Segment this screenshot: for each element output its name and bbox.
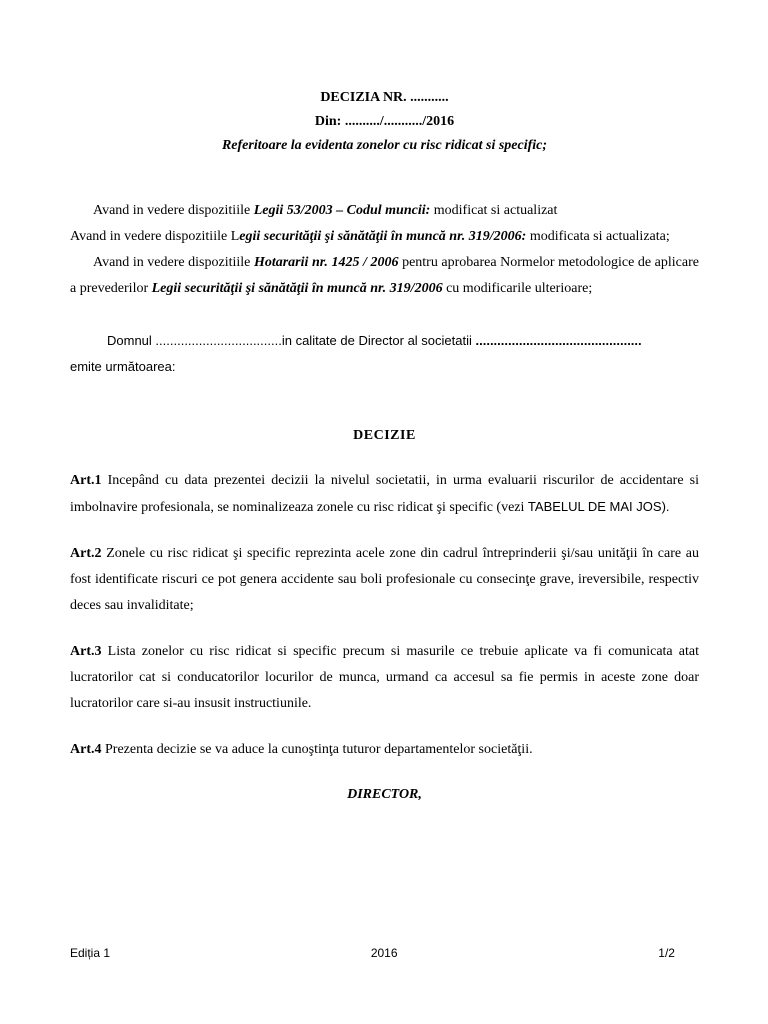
footer-page-number: 1/2 <box>658 946 675 960</box>
footer-year: 2016 <box>370 946 398 960</box>
director-line: Domnul ...................................in calitate de Director al societatii .............................................. emite următoarea: <box>70 333 642 374</box>
decision-heading: DECIZIE <box>353 428 416 443</box>
footer-edition: Ediția 1 <box>70 946 111 960</box>
signature-title: DIRECTOR, <box>347 787 422 802</box>
decision-date-line: Din: ........../.........../2016 <box>314 114 455 129</box>
decision-number-title: DECIZIA NR. ........... <box>320 90 449 105</box>
article-2: Art.2 Zonele cu risc ridicat şi specific reprezinta acele zone din cadrul întreprinderii şi/sau unităţii în care au fost identificate riscuri ce pot genera accidente sau boli profesionale cu consecinţe grave, ireversibile, respectiv deces sau invaliditate; <box>70 546 699 613</box>
article-3: Art.3 Lista zonelor cu risc ridicat si specific precum si masurile ce trebuie aplicate va fi comunicata atat lucratorilor cat si conducatorilor locurilor de munca, urmand ca accesul sa fie permis in aceste zone doar lucratorilor care si-au insusit instructiunile. <box>70 644 699 711</box>
preamble-paragraph-3: Avand in vedere dispozitiile Hotararii nr. 1425 / 2006 pentru aprobarea Normelor metodologice de aplicare a prevederilor Legii securităţii şi sănătăţii în muncă nr. 319/2006 cu modificarile ulterioare; <box>70 255 699 296</box>
document-body <box>70 86 699 803</box>
decision-subtitle: Referitoare la evidenta zonelor cu risc ridicat si specific; <box>221 138 548 153</box>
preamble-paragraph-2: Avand in vedere dispozitiile Legii securităţii şi sănătăţii în muncă nr. 319/2006: modificata si actualizata; <box>70 229 670 244</box>
page-footer <box>70 946 675 960</box>
preamble-paragraph-1: Avand in vedere dispozitiile Legii 53/2003 – Codul muncii: modificat si actualizat <box>93 203 558 218</box>
article-1: Art.1 Incepând cu data prezentei decizii la nivelul societatii, in urma evaluarii riscurilor de accidentare si imbolnavire profesionala, se nominalizeaza zonele cu risc ridicat şi specific (vezi TABELUL DE MAI JOS). <box>70 473 699 515</box>
article-4: Art.4 Prezenta decizie se va aduce la cunoştinţa tuturor departamentelor societăţii. <box>70 742 533 757</box>
